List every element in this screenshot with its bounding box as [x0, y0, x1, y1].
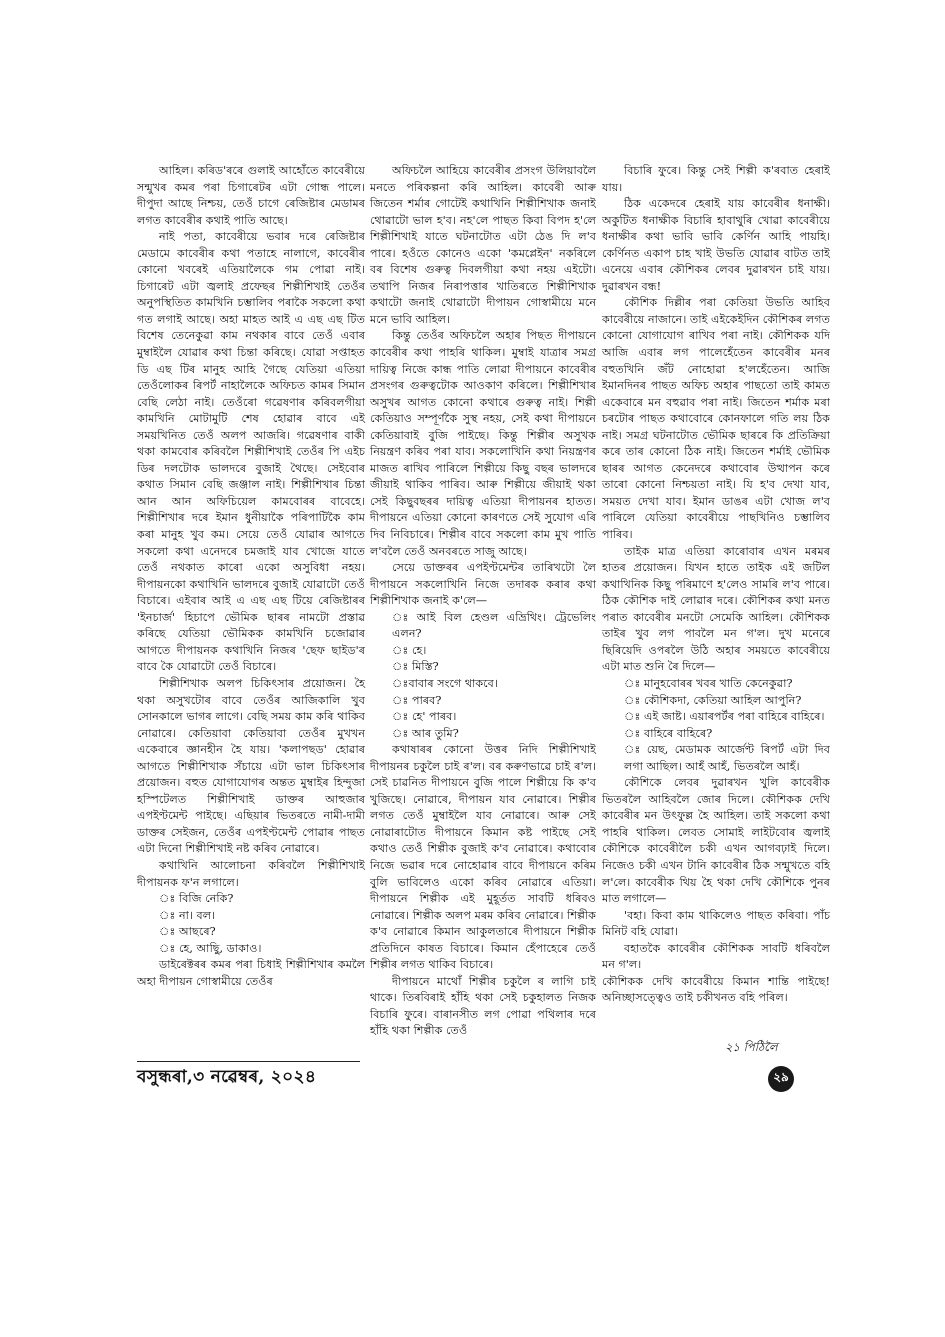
paragraph: ঠিক একেদৰে হেৰাই যায় কাবেৰীৰ ধনাক্ষী। অকুটিত ধনাক্ষীক বিচাৰি হাবাথুৰি খোৱা কাবেৰীয়ে ধনাক্ষীৰ কথা ভাবি ভাবি কেৰ্ণিন আহি পায়হি। কেৰ্ণিনত একাপ চাহ খাই উভতি যোৱাৰ বাটত তাই এনেয়ে এবাৰ কৌশিকৰ লেবৰ দুৱাৰখন চাই যায়। দুৱাৰখন বন্ধ!	[602, 197, 830, 293]
dialogue-line: ঃ বাহিৰে বাহিৰে?	[624, 726, 713, 740]
dialogue-line: ঃ মিস্তি?	[392, 660, 439, 674]
dialogue-line: ঃ আই বিল হেণ্ডল এভ্ৰিথিং। ট্ৰেভেলিং এলন?	[392, 610, 596, 641]
article-column-3	[602, 163, 830, 1007]
dialogue-line: ঃ বিজি নেকি?	[159, 892, 234, 906]
paragraph: 'বহা। কিবা কাম থাকিলেও পাছত কৰিবা। পাঁচ মিনিট বহি যোৱা।	[602, 908, 830, 939]
paragraph: তাইক মাত্ৰ এতিয়া কাৰোবাৰ এখন মৰমৰ হাতৰ প্ৰয়োজন। যিখন হাতে তাইক এই জটিল কথাখিনিক কিছু পৰিমাণে হ'লেও সামৰি ল'ব পাৰে। ঠিক কৌশিক দাই লোৱাৰ দৰে। কৌশিকৰ কথা মনত পৰাত কাবেৰীৰ মনটো সেমেকি আহিল। কৌশিকক তাইৰ খুব লগ পাবলৈ মন গ'ল। দুখ মনেৰে ছিৰিয়েদি ওপৰলৈ উঠি অহাৰ সময়তে কাবেৰীয়ে এটা মাত শুনি ৰৈ দিলে—	[602, 544, 830, 674]
paragraph: বহাতকৈ কাবেৰীৰ কৌশিকক সাবটি ধৰিবলৈ মন গ'ল।	[602, 941, 830, 972]
paragraph: কৌশিকক দেখি কাবেৰীয়ে কিমান শান্তি পাইছে! অনিচ্ছাসত্ত্বেও তাই চকীখনত বহি পৰিল।	[602, 974, 830, 1005]
magazine-footer-title: বসুন্ধৰা,৩ নৱেম্বৰ, ২০২৪	[137, 1067, 317, 1087]
dialogue-line: ঃ আৰ তুমি?	[392, 726, 459, 740]
paragraph: ডাইৰেক্টৰৰ কমৰ পৰা চিধাই শিল্পীশিখাৰ কমলৈ অহা দীপায়ন গোস্বামীয়ে তেওঁৰ	[137, 958, 365, 988]
paragraph: কৌশিকে লেবৰ দুৱাৰখন খুলি কাবেৰীক ভিতৰলৈ আহিবলৈ জোৰ দিলে। কৌশিকক দেখি কাবেৰীৰ মন উৎফুল্ল হৈ আহিল। তাই সকলো কথা পাহৰি থাকিল। লেবত সোমাই লাইটবোৰ জ্বলাই কৌশিকে কাবেৰীলৈ চকী এখন আগবঢ়াই দিলে। নিজেও চকী এখন টানি কাবেৰীৰ ঠিক সন্মুখতে বহি ল'লে। কাবেৰীক থিয় হৈ থকা দেখি কৌশিকে পুনৰ মাত লগালে—	[602, 776, 830, 906]
paragraph: শিল্পীশিখাক অলপ চিকিৎসাৰ প্ৰয়োজন। হৈ থকা অসুখটোৰ বাবে তেওঁৰ আজিকালি খুব সোনকালে ভাগৰ লাগে। বেছি সময় কাম কৰি থাকিব নোৱাৰে। কেতিয়াবা কেতিয়াবা তেওঁৰ মুখখন একেবাৰে জ্ঞানহীন হৈ যায়। 'কলাপছড' হোৱাৰ আগতে শিল্পীশিখাক সঁচায়ে এটা ভাল চিকিৎসাৰ প্ৰয়োজন। বহুত যোগাযোগৰ অন্তত মুম্বাইৰ হিন্দুজা হস্পিটেলত শিল্পীশিখাই ডাক্তৰ আহুজাৰ এপইণ্টমেন্ট পাইছে। এছিয়াৰ ভিতৰতে নামী-দামী ডাক্তৰ সেইজন, তেওঁৰ এপইণ্টমেন্ট পোৱাৰ পাছত এটা দিনো শিল্পীশিখাই নষ্ট কৰিব নোৱাৰে।	[137, 676, 365, 856]
dialogue-line: ঃ য়েছ, মেডামক আৰ্জেণ্ট ৰিপৰ্ট এটা দিব লগা আছিল। আহঁ আহঁ, ভিতৰলৈ আহঁ।	[624, 743, 830, 773]
dialogue-line: ঃ পাৰব?	[392, 693, 442, 707]
dialogue-line: ঃ হে।	[392, 643, 427, 657]
paragraph: কথাষাৰৰ কোনো উত্তৰ নিদি শিল্পীশিখাই দীপায়নৰ চকুলৈ চাই ৰ'ল। বৰ কৰুণভাৱে চাই ৰ'ল। সেই চাৱনিত দীপায়নে বুজি পালে শিল্পীয়ে কি ক'ব খুজিছে। নোৱাৰে, দীপায়ন যাব নোৱাৰে। শিল্পীৰ লগত তেওঁ মুম্বাইলৈ যাব নোৱাৰে। আৰু সেই নোৱাৰাটোত দীপায়নে কিমান কষ্ট পাইছে সেই কথাও তেওঁ শিল্পীক বুজাই ক'ব নোৱাৰে। কথাবোৰ নিজে ভৱাৰ দৰে নোহোৱাৰ বাবে দীপায়নে কৰিম বুলি ভাবিলেও একো কৰিব নোৱাৰে এতিয়া। দীপায়নে শিল্পীক এই মুহূৰ্তত সাবটি ধৰিবও নোৱাৰে। শিল্পীক অলপ মৰম কৰিব নোৱাৰে। শিল্পীক ক'ব নোৱাৰে কিমান আকুলতাৰে দীপায়নে শিল্পীক প্ৰতিদিনে কাষত বিচাৰে। কিমান হেঁপাহেৰে তেওঁ শিল্পীৰ লগত থাকিব বিচাৰে।	[370, 743, 596, 972]
paragraph: কৌশিক দিল্লীৰ পৰা কেতিয়া উভতি আহিব কাবেৰীয়ে নাজানে। তাই এইকেইদিন কৌশিকৰ লগত কোনো যোগাযোগ ৰাখিব পৰা নাই। কৌশিকক যদি আজি এবাৰ লগ পালেহেঁতেন কাবেৰীৰ মনৰ বহুতখিনি জঁট নোহোৱা হ'লহেঁতেন। আজি ইমানদিনৰ পাছত অফিচ অহাৰ পাছতো তাই কামত একেবাৰে মন বহুৱাব পৰা নাই। জিতেন শৰ্মাক মৰা চৰটোৰ পাছত কথাবোৰে কোনফালে গতি লয় ঠিক নাই। সমগ্ৰ ঘটনাটোত ভৌমিক ছাৰৰে কি প্ৰতিক্ৰিয়া কৰে তাৰ কোনো ঠিক নাই। জিতেন শৰ্মাই ভৌমিক ছাৰৰ আগত কেনেদৰে কথাবোৰ উত্থাপন কৰে তাৰো কোনো নিশ্চয়তা নাই। যি হ'ব দেখা যাব, সময়ত দেখা যাব। ইমান ডাঙৰ এটা খোজ ল'ব পাৰিলে যেতিয়া কাবেৰীয়ে পাছখিনিও চম্ভালিব পাৰিব।	[602, 296, 830, 542]
paragraph: কথাখিনি আলোচনা কৰিবলৈ শিল্পীশিখাই দীপায়নক ফ'ন লগালে।	[137, 858, 365, 889]
paragraph: আহিল। কৰিড'ৰৰে গুলাই আহোঁতে কাবেৰীয়ে সন্মুখৰ কমৰ পৰা চিগাৰেটৰ এটা গোন্ধ পালে। দীপুদা আছে নিশ্চয়, তেওঁ চাগে ৰেজিষ্টাৰ মেডামৰ লগত কাবেৰীৰ কথাই পাতি আছে।	[137, 164, 365, 227]
article-column-1	[137, 163, 365, 990]
paragraph: কিন্তু তেওঁৰ অফিচলৈ অহাৰ পিছত দীপায়নে কাবেৰীৰ কথা পাহৰি থাকিল। মুম্বাই যাত্ৰাৰ সমগ্ৰ দায়িত্ব নিজে কান্ধ পাতি লোৱা দীপায়নে কাবেৰীৰ প্ৰসংগৰ গুৰুত্বটোক আওকাণ কৰিলে। শিল্পীশিখাৰ অসুখৰ আগত কোনো কথাৰে গুৰুত্ব নাই। শিল্পী কেতিয়াও সম্পূৰ্ণকৈ সুস্থ নহয়, সেই কথা দীপায়নে কেতিয়াবাই বুজি পাইছে। কিন্তু শিল্পীৰ অসুখক নিয়ন্ত্ৰণ কৰিব পৰা যাব। সকলোখিনি কথা নিয়ন্ত্ৰণৰ মাজত ৰাখিব পাৰিলে শিল্পীয়ে কিছু বছৰ ভালদৰে জীয়াই থাকিব পাৰিব। আৰু শিল্পীয়ে জীয়াই থকা সেই কিছুবছৰৰ দায়িত্ব এতিয়া দীপায়নৰ হাতত। দীপায়নে এতিয়া কোনো কাৰণতে সেই সুযোগ এৰি দিব নিবিচাৰে। শিল্পীৰ বাবে সকলো কাম মুখ পাতি ল'বলৈ তেওঁ অনবৰতে সাজু আছে।	[370, 329, 596, 558]
dialogue-line: ঃ মানুহবোৰৰ খবৰ খাতি কেনেকুৱা?	[624, 676, 793, 690]
paragraph: অফিচলৈ আহিয়ে কাবেৰীৰ প্ৰসংগ উলিয়াবলৈ মনতে পৰিকল্পনা কৰি আহিল। কাবেৰী আৰু জিতেন শৰ্মাৰ গোটেই কথাখিনি শিল্পীশিখাক জনাই থোৱাটো ভাল হ'ব। নহ'লে পাছত কিবা বিপদ হ'লে শিল্পীশিখাই যাতে ঘটনাটোত এটা ঠেঙ দি ল'ব পাৰে। হওঁতে কোনেও একো 'কমপ্লেইন' নকৰিলে বৰ বিশেষ গুৰুত্ব দিবলগীয়া কথা নহয় এইটো। তথাপি নিজৰ নিৰাপত্তাৰ খাতিৰতে শিল্পীশিখাক কথাটো জনাই থোৱাটো দীপায়ন গোস্বামীয়ে মনে মনে ভাবি আহিল।	[370, 164, 596, 326]
dialogue-line: ঃ এই জাষ্ট। এয়াৰপৰ্টৰ পৰা বাহিৰে বাহিৰে।	[624, 710, 825, 724]
paragraph: বিচাৰি ফুৰে। কিন্তু সেই শিল্পী ক'ৰবাত হেৰাই যায়।	[602, 164, 830, 194]
paragraph: সেয়ে ডাক্তৰৰ এপইণ্টমেন্টৰ তাৰিখটো লৈ দীপায়নে সকলোখিনি নিজে তদাৰক কৰাৰ কথা শিল্পীশিখাক জনাই ক'লে—	[370, 561, 596, 608]
dialogue-line: ঃ হে, আছিু, ডাকাও।	[159, 941, 262, 955]
footer-divider	[137, 1061, 360, 1062]
dialogue-line: ঃ হে' পাৰব।	[392, 710, 457, 724]
continued-on-label: ২১ পিঠিলৈ	[725, 1040, 778, 1054]
paragraph: নাই পতা, কাবেৰীয়ে ভবাৰ দৰে ৰেজিষ্টাৰ মেডামে কাবেৰীৰ কথা পতাহে নালাগে, কাবেৰীৰ কোনো খবৰেই এতিয়ালৈকে গম পোৱা নাই। চিগাৰেট এটা জ্বলাই প্ৰফেছৰ শিল্পীশিখাই তেওঁৰ অনুপস্থিতিত কামখিনি চম্ভালিব পৰাকৈ সকলো কথা গত লগাই আছে। অহা মাহত আই এ এছ এছ টিত বিশেষ তেনেকুৱা কাম নথকাৰ বাবে তেওঁ এবাৰ মুম্বাইলৈ যোৱাৰ কথা চিন্তা কৰিছে। যোৱা সপ্তাহত ডি এছ টিৰ মানুহ আহি গৈছে যেতিয়া এতিয়া তেওঁলোকৰ ৰিপৰ্ট নাহালৈকে অফিচত কামৰ সিমান বেছি লেঠা নাই। তেওঁৰো গৱেষণাৰ কৰিবলগীয়া কামখিনি মোটামুটি শেষ হোৱাৰ বাবে এই সময়খিনিত তেওঁ অলপ আজৰি। গৱেষণাৰ বাকী থকা কামবোৰ কৰিবলৈ শিল্পীশিখাই তেওঁৰ পি এইচ ডিৰ দলটোক ভালদৰে বুজাই থৈছে। সেইবোৰ কথাত সিমান বেছি জঞ্জাল নাই। শিল্পীশিখাৰ চিন্তা আন আন অফিচিয়েল কামবোৰৰ বাবেহে। শিল্পীশিখাৰ দৰে ইমান ধুনীয়াকৈ পৰিপাটিকৈ কাম কৰা মানুহ খুব কম। সেয়ে তেওঁ যোৱাৰ আগতে সকলো কথা এনেদৰে চমজাই যাব খোজে যাতে তেওঁ নথকাত কাৰো একো অসুবিধা নহয়। দীপায়নকো কথাখিনি ভালদৰে বুজাই যোৱাটো তেওঁ বিচাৰে। এইবাৰ আই এ এছ এছ টিয়ে ৰেজিষ্টাৰৰ 'ইনচাৰ্জ' হিচাপে ভৌমিক ছাৰৰ নামটো প্ৰস্তাৱ কৰিছে যেতিয়া ভৌমিকক কামখিনি চজোৱাৰ আগতে দীপায়নক কথাখিনি নিজৰ 'ছেফ ছাইড'ৰ বাবে কৈ যোৱাটো তেওঁ বিচাৰে।	[137, 230, 365, 674]
page-number-badge: ২৯	[768, 1066, 794, 1092]
dialogue-line: ঃ না। বল।	[159, 908, 216, 922]
dialogue-line: ঃ কৌশিকদা, কেতিয়া আহিল আপুনি?	[624, 693, 802, 707]
dialogue-line: ঃ আছৰে?	[159, 925, 216, 939]
article-column-2	[370, 163, 596, 1040]
paragraph: দীপায়নে মাথোঁ শিল্পীৰ চকুলৈ ৰ লাগি চাই থাকে। তিৰবিৰাই হাঁহি থকা সেই চকুহালত নিজক বিচাৰি ফুৰে। বাৰানসীত লগ পোৱা পথিলাৰ দৰে হাঁহি থকা শিল্পীক তেওঁ	[370, 974, 596, 1038]
dialogue-line: ঃবাবাৰ সংগে থাকবে।	[392, 676, 498, 690]
